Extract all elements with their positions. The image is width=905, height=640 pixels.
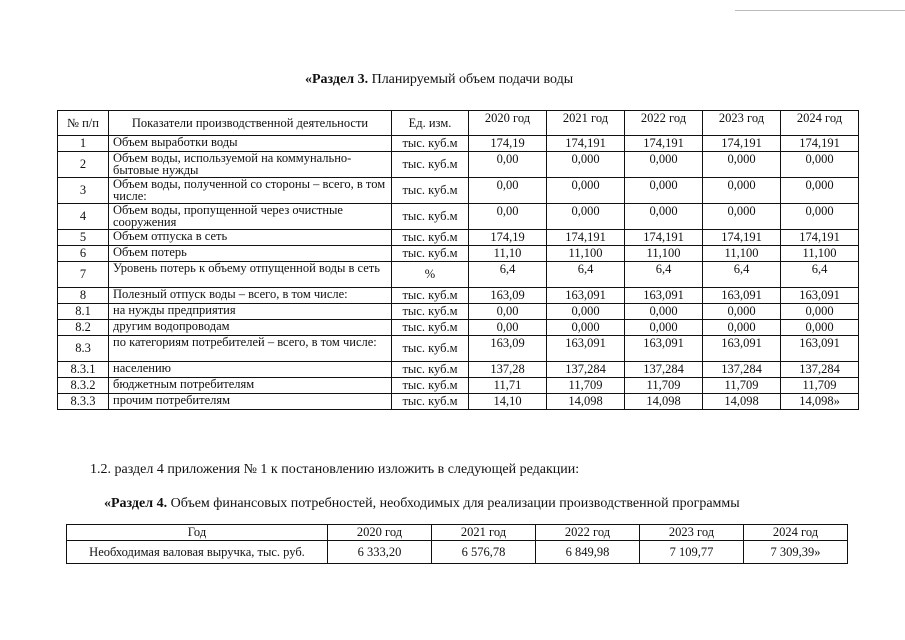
value-cell: 163,091 [781,288,859,304]
value-cell: 11,709 [703,378,781,394]
row-name: населению [109,362,392,378]
value-cell: 137,28 [469,362,547,378]
value-cell: 0,00 [469,304,547,320]
value-cell: 11,100 [547,246,625,262]
value-cell: 11,709 [547,378,625,394]
value-cell: 174,191 [625,230,703,246]
row-unit: % [392,262,469,288]
row-unit: тыс. куб.м [392,304,469,320]
table-row [58,288,859,304]
table-row [58,246,859,262]
row-number: 6 [58,246,109,262]
row-unit: тыс. куб.м [392,320,469,336]
row-name: прочим потребителям [109,394,392,410]
table-row [58,204,859,230]
value-cell: 163,091 [547,336,625,362]
value-cell: 11,100 [781,246,859,262]
value-cell: 0,000 [547,320,625,336]
value-cell: 0,000 [703,304,781,320]
section4-title: «Раздел 4. Объем финансовых потребностей, необходимых для реализации производственной программы [104,496,740,511]
row-unit: тыс. куб.м [392,152,469,178]
value-cell: 0,00 [469,204,547,230]
value-cell: 14,098 [703,394,781,410]
value-cell: 0,00 [469,178,547,204]
row-number: 2 [58,152,109,178]
row-name: на нужды предприятия [109,304,392,320]
header-year: 2020 год [328,525,432,541]
value-cell: 163,091 [625,288,703,304]
row-unit: тыс. куб.м [392,204,469,230]
value-cell: 14,098» [781,394,859,410]
header-year: 2021 год [432,525,536,541]
row-number: 8 [58,288,109,304]
row-name: Объем отпуска в сеть [109,230,392,246]
water-supply-table [57,110,859,410]
value-cell: 0,000 [781,152,859,178]
row-unit: тыс. куб.м [392,136,469,152]
value-cell: 174,191 [547,230,625,246]
value-cell: 7 109,77 [640,541,744,564]
row-unit: тыс. куб.м [392,246,469,262]
header-year: 2023 год [703,111,781,136]
header-num: № п/п [58,111,109,136]
table-row [58,394,859,410]
value-cell: 11,100 [703,246,781,262]
value-cell: 11,71 [469,378,547,394]
value-cell: 0,000 [547,152,625,178]
table-row [58,136,859,152]
value-cell: 0,00 [469,152,547,178]
value-cell: 0,000 [781,320,859,336]
row-unit: тыс. куб.м [392,178,469,204]
table-row [58,378,859,394]
row-number: 8.3.2 [58,378,109,394]
value-cell: 163,091 [703,336,781,362]
header-unit: Ед. изм. [392,111,469,136]
financial-needs-table [66,524,848,564]
header-year: 2022 год [536,525,640,541]
table-row [58,336,859,362]
table-row [67,541,848,564]
row-name: Объем воды, полученной со стороны – всего, в том числе: [109,178,392,204]
row-name: по категориям потребителей – всего, в том числе: [109,336,392,362]
value-cell: 14,098 [625,394,703,410]
value-cell: 0,000 [781,304,859,320]
row-number: 4 [58,204,109,230]
table-row [58,320,859,336]
value-cell: 174,19 [469,230,547,246]
table-row [58,178,859,204]
value-cell: 0,000 [547,204,625,230]
header-year: 2022 год [625,111,703,136]
row-name: бюджетным потребителям [109,378,392,394]
value-cell: 14,10 [469,394,547,410]
value-cell: 0,000 [703,152,781,178]
value-cell: 0,000 [625,152,703,178]
value-cell: 11,709 [781,378,859,394]
table-row [58,362,859,378]
row-name: Уровень потерь к объему отпущенной воды в сеть [109,262,392,288]
row-name: Объем воды, пропущенной через очистные сооружения [109,204,392,230]
row-name: другим водопроводам [109,320,392,336]
value-cell: 0,00 [469,320,547,336]
header-year: 2024 год [744,525,848,541]
value-cell: 0,000 [625,320,703,336]
value-cell: 137,284 [547,362,625,378]
value-cell: 163,09 [469,336,547,362]
row-unit: тыс. куб.м [392,394,469,410]
value-cell: 163,091 [781,336,859,362]
row-name: Объем воды, используемой на коммунально-бытовые нужды [109,152,392,178]
scan-edge-line [735,10,905,11]
header-name: Показатели производственной деятельности [109,111,392,136]
value-cell: 174,19 [469,136,547,152]
table-header-row [67,525,848,541]
table-row [58,304,859,320]
row-number: 5 [58,230,109,246]
value-cell: 6,4 [469,262,547,288]
value-cell: 6,4 [547,262,625,288]
header-year: 2024 год [781,111,859,136]
value-cell: 137,284 [781,362,859,378]
value-cell: 174,191 [547,136,625,152]
value-cell: 174,191 [781,230,859,246]
row-number: 8.3.3 [58,394,109,410]
value-cell: 7 309,39» [744,541,848,564]
table-row [58,262,859,288]
value-cell: 6,4 [703,262,781,288]
value-cell: 137,284 [625,362,703,378]
value-cell: 163,09 [469,288,547,304]
value-cell: 174,191 [625,136,703,152]
section3-title: «Раздел 3. Планируемый объем подачи воды [305,72,574,87]
amendment-note: 1.2. раздел 4 приложения № 1 к постановлению изложить в следующей редакции: [90,462,580,477]
value-cell: 174,191 [703,136,781,152]
value-cell: 163,091 [703,288,781,304]
header-year: 2020 год [469,111,547,136]
header-year: 2021 год [547,111,625,136]
row-number: 8.2 [58,320,109,336]
value-cell: 0,000 [625,304,703,320]
value-cell: 163,091 [547,288,625,304]
row-number: 8.1 [58,304,109,320]
value-cell: 174,191 [703,230,781,246]
value-cell: 163,091 [625,336,703,362]
header-year: 2023 год [640,525,744,541]
row-number: 1 [58,136,109,152]
value-cell: 6 849,98 [536,541,640,564]
row-number: 3 [58,178,109,204]
value-cell: 6 333,20 [328,541,432,564]
value-cell: 11,100 [625,246,703,262]
value-cell: 6 576,78 [432,541,536,564]
value-cell: 0,000 [547,178,625,204]
value-cell: 0,000 [703,204,781,230]
row-unit: тыс. куб.м [392,288,469,304]
value-cell: 0,000 [625,204,703,230]
value-cell: 14,098 [547,394,625,410]
value-cell: 6,4 [625,262,703,288]
row-name: Объем потерь [109,246,392,262]
value-cell: 0,000 [703,320,781,336]
row-number: 7 [58,262,109,288]
value-cell: 0,000 [703,178,781,204]
value-cell: 0,000 [781,178,859,204]
row-name: Объем выработки воды [109,136,392,152]
table-header-row [58,111,859,136]
value-cell: 174,191 [781,136,859,152]
value-cell: 11,709 [625,378,703,394]
value-cell: 6,4 [781,262,859,288]
value-cell: 0,000 [625,178,703,204]
header-label: Год [67,525,328,541]
value-cell: 0,000 [547,304,625,320]
row-unit: тыс. куб.м [392,362,469,378]
row-number: 8.3.1 [58,362,109,378]
table-row [58,230,859,246]
value-cell: 11,10 [469,246,547,262]
value-cell: 0,000 [781,204,859,230]
row-unit: тыс. куб.м [392,378,469,394]
value-cell: 137,284 [703,362,781,378]
row-number: 8.3 [58,336,109,362]
row-name: Полезный отпуск воды – всего, в том числе: [109,288,392,304]
row-unit: тыс. куб.м [392,230,469,246]
row-unit: тыс. куб.м [392,336,469,362]
row-label: Необходимая валовая выручка, тыс. руб. [67,541,328,564]
table-row [58,152,859,178]
